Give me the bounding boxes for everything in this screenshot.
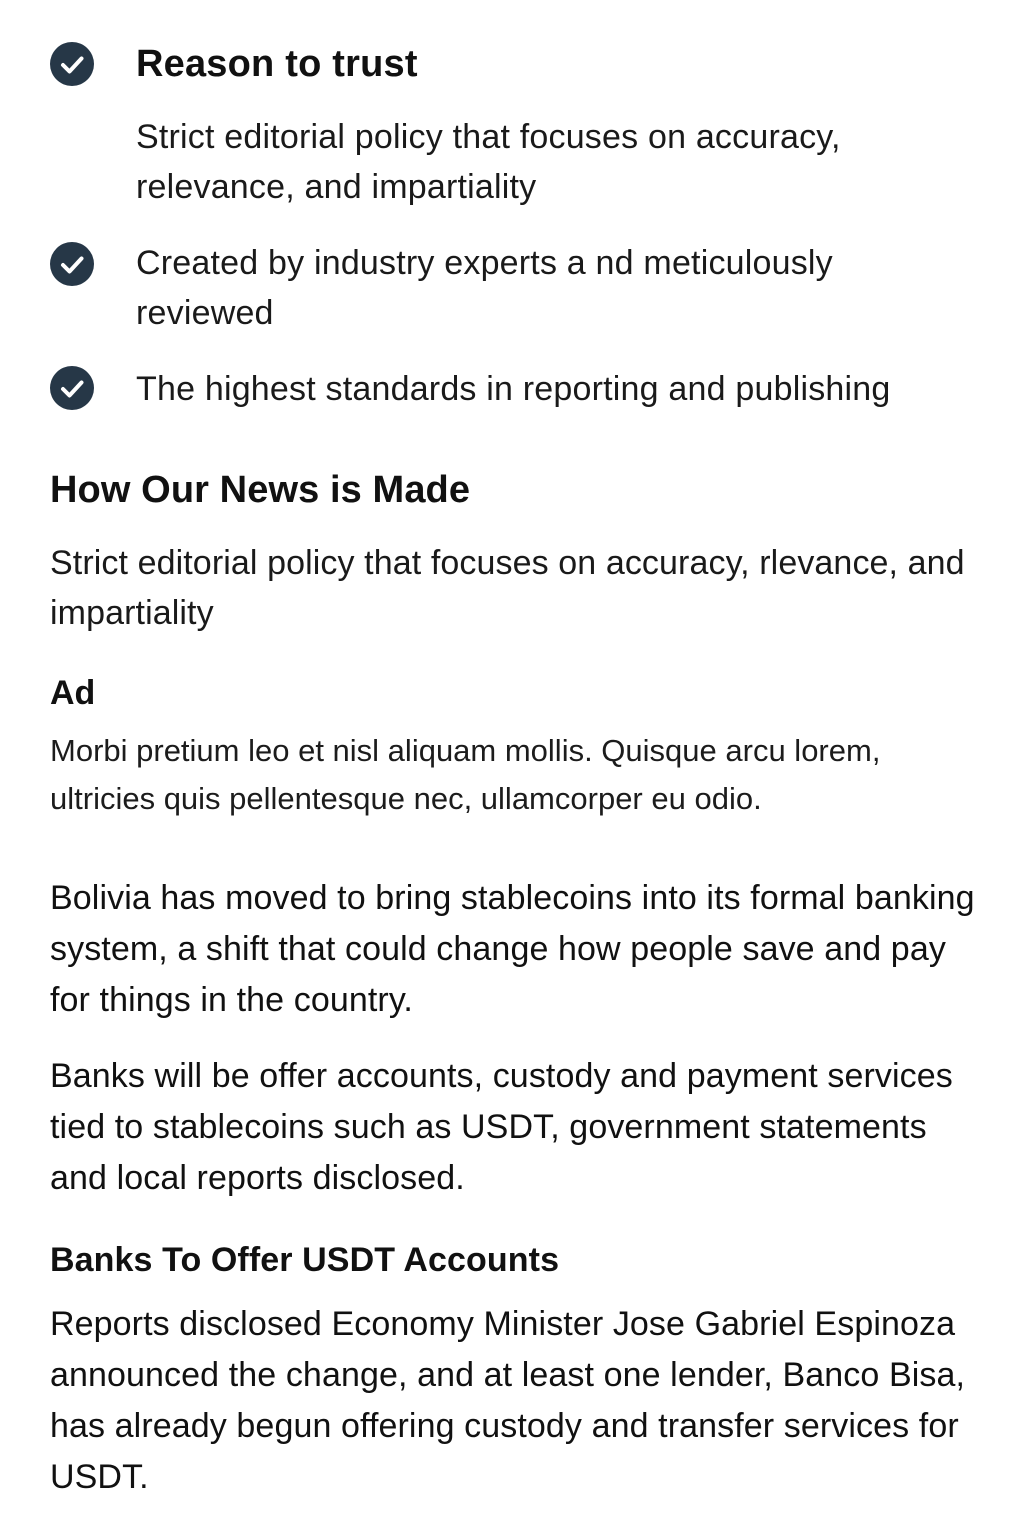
- trust-item-text: Created by industry experts a nd meticulously reviewed: [136, 244, 833, 332]
- trust-item-text: Strict editorial policy that focuses on accuracy, relevance, and impartiality: [136, 118, 841, 206]
- section-text: Strict editorial policy that focuses on accuracy, rlevance, and impartiality: [50, 544, 965, 632]
- check-circle-icon: [50, 42, 94, 86]
- article-paragraph: Reports disclosed Economy Minister Jose Gabriel Espinoza announced the change, and at least one lender, Banco Bisa, has already begun offering custody and transfer services for USDT.: [50, 1305, 966, 1496]
- section-heading: How Our News is Made: [50, 469, 471, 511]
- ad-label: Ad: [50, 674, 96, 712]
- article-paragraph: Bolivia has moved to bring stablecoins into its formal banking system, a shift that could change how people save and pay for things in the country.: [50, 879, 975, 1019]
- trust-title: Reason to trust: [136, 43, 418, 85]
- check-circle-icon: [50, 366, 94, 410]
- trust-row-3: [0, 364, 1024, 424]
- trust-item-text: The highest standards in reporting and publishing: [136, 370, 891, 408]
- ad-text[interactable]: Morbi pretium leo et nisl aliquam mollis. Quisque arcu lorem, ultricies quis pellentesque nec, ullamcorper eu odio.: [50, 733, 881, 816]
- check-circle-icon: [50, 242, 94, 286]
- article-paragraph: Banks will be offer accounts, custody and payment services tied to stablecoins such as USDT, government statements and local reports disclosed.: [50, 1057, 953, 1197]
- trust-row-2: [0, 240, 1024, 350]
- trust-row-1: [0, 0, 1024, 220]
- article-subheading: Banks To Offer USDT Accounts: [50, 1241, 560, 1279]
